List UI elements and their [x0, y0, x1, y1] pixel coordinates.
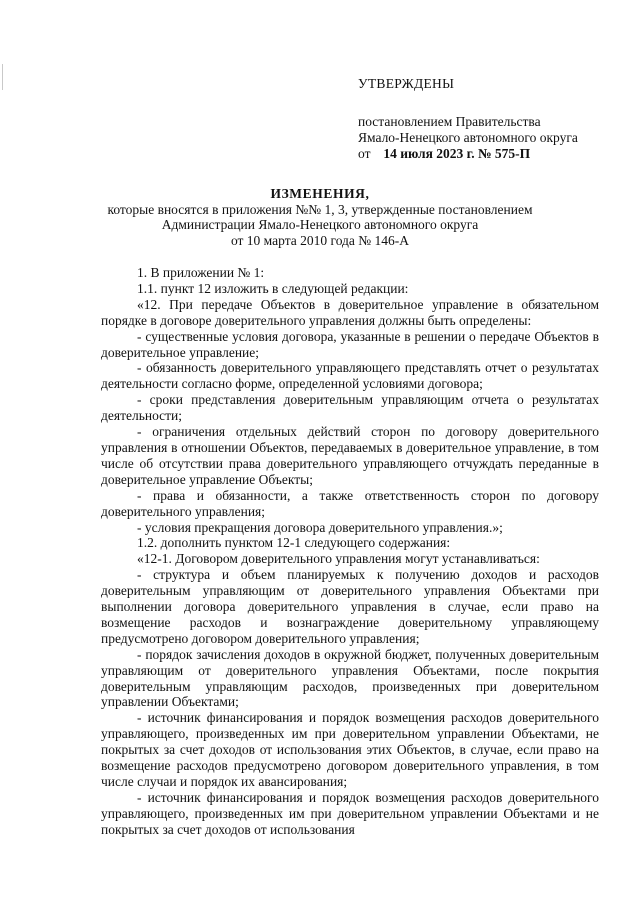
paragraph: - источник финансирования и порядок возмещения расходов доверительного управляющего, произведенных им при доверительном управлении Объектами и не покрытых за счет доходов от использования	[101, 789, 599, 837]
paragraph: «12-1. Договором доверительного управления могут устанавливаться:	[137, 551, 540, 567]
paragraph: - условия прекращения договора доверительного управления.»;	[137, 519, 503, 535]
paragraph: - существенные условия договора, указанные в решении о передаче Объектов в доверительное управление;	[101, 328, 599, 360]
paragraph: - источник финансирования и порядок возмещения расходов доверительного управляющего, произведенных им при доверительном управлении Объектами, не покрытых за счет доходов от использования этих Объектов, в случае, если право на возмещение расходов предусмотрено договором доверительного управления, в том числе случаи и порядок их авансирования;	[101, 710, 599, 789]
approval-date: 14 июля 2023 г. № 575-П	[383, 146, 531, 161]
paragraph: - сроки представления доверительным управляющим отчета о результатах деятельности;	[101, 392, 599, 424]
approval-stamp	[358, 76, 628, 162]
scan-edge-mark	[2, 64, 3, 90]
approval-line-1: постановлением Правительства	[358, 114, 541, 129]
paragraph: «12. При передаче Объектов в доверительное управление в обязательном порядке в договоре доверительного управления должны быть определены:	[101, 296, 599, 328]
document-heading: ИЗМЕНЕНИЯ,	[270, 186, 370, 201]
paragraph: 1. В приложении № 1:	[137, 265, 265, 280]
title-line-1: которые вносятся в приложения №№ 1, 3, утвержденные постановлением	[107, 201, 533, 217]
approval-line-2: Ямало-Ненецкого автономного округа	[358, 130, 578, 145]
paragraph: 1.2. дополнить пунктом 12-1 следующего содержания:	[137, 535, 451, 551]
document-title-block	[95, 186, 545, 248]
approved-label: УТВЕРЖДЕНЫ	[358, 76, 455, 91]
paragraph: - права и обязанности, а также ответственность сторон по договору доверительного управления;	[101, 487, 599, 519]
date-prefix: от	[358, 146, 371, 161]
document-body	[101, 265, 599, 838]
paragraph: 1.1. пункт 12 изложить в следующей редакции:	[137, 280, 409, 296]
approval-date-line	[358, 146, 628, 162]
paragraph: - ограничения отдельных действий сторон по договору доверительного управления в отношении Объектов, передаваемых в доверительное управление, в том числе об отсутствии права доверительного управляющего отчуждать переданные в доверительное управление Объекты;	[101, 424, 599, 487]
paragraph: - порядок зачисления доходов в окружной бюджет, полученных доверительным управляющим от доверительного управления Объектами, после покрытия доверительным управляющим расходов, произведенных при доверительном управлении Объектами;	[101, 646, 599, 710]
title-line-3: от 10 марта 2010 года № 146-А	[230, 232, 410, 248]
title-line-2: Администрации Ямало-Ненецкого автономного округа	[161, 217, 479, 232]
paragraph: - структура и объем планируемых к получению доходов и расходов доверительным управляющим от доверительного управления Объектами при выполнении договора доверительного управления в случае, если право на возмещение расходов и вознаграждение доверительному управляющему предусмотрено договором доверительного управления;	[101, 567, 599, 646]
paragraph: - обязанность доверительного управляющего представлять отчет о результатах деятельности согласно форме, определенной условиями договора;	[101, 360, 599, 392]
